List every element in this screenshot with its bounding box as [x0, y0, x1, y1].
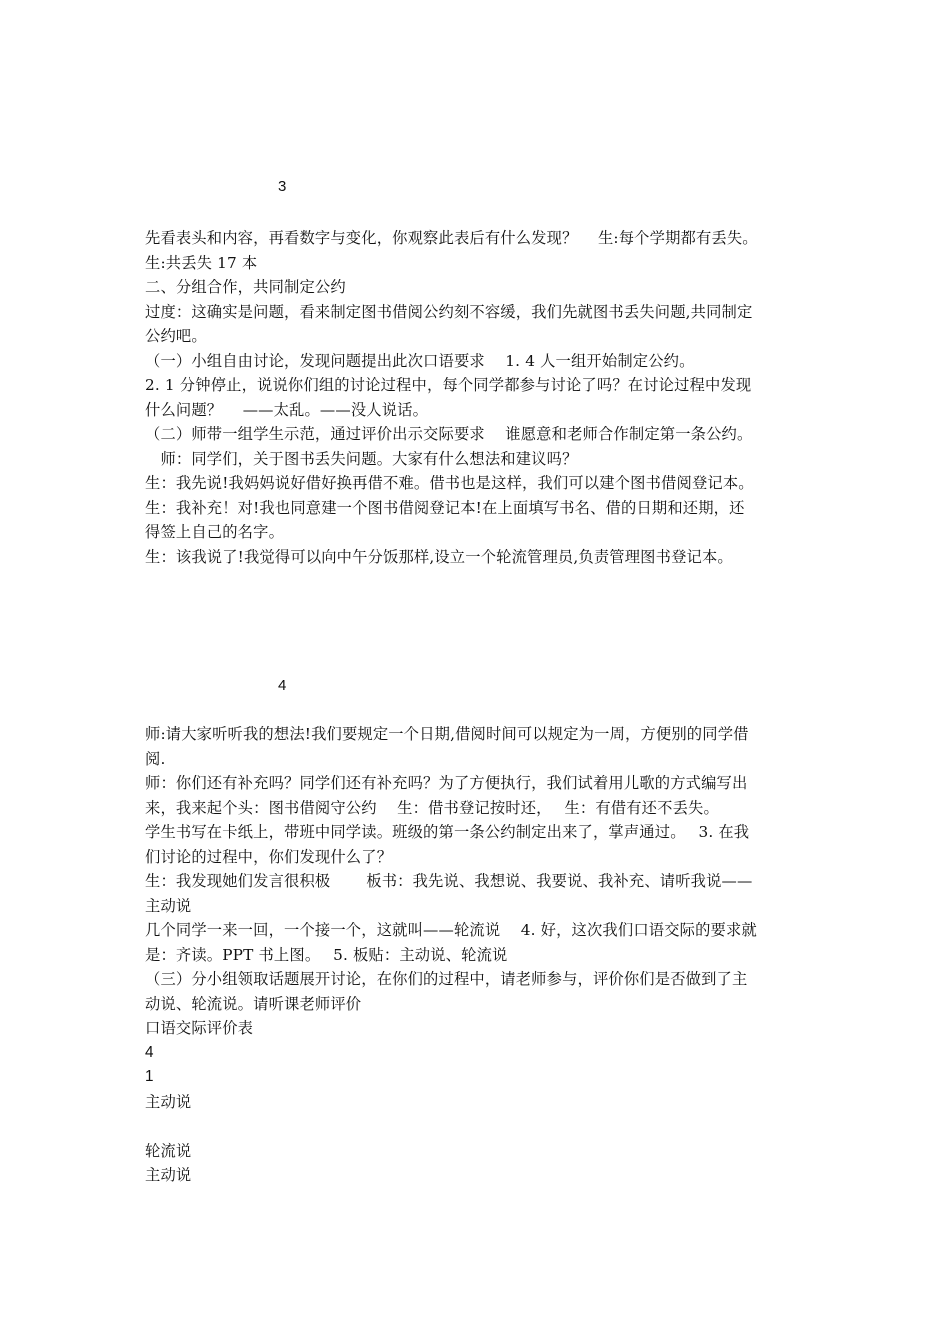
paragraph-line: 师:请大家听听我的想法!我们要规定一个日期,借阅时间可以规定为一周，方便别的同学借 [145, 725, 749, 743]
paragraph-line: 什么问题？ ——太乱。——没人说话。 [145, 400, 429, 419]
paragraph-line: 生：该我说了!我觉得可以向中午分饭那样,设立一个轮流管理员,负责管理图书登记本。 [145, 547, 733, 566]
paragraph-line: 主动说 [145, 896, 192, 915]
paragraph-line: 动说、轮流说。请听课老师评价 [145, 994, 362, 1013]
paragraph-line: 生：我先说!我妈妈说好借好换再借不难。借书也是这样，我们可以建个图书借阅登记本。 [145, 474, 754, 492]
paragraph-line: 得签上自己的名字。 [145, 523, 285, 541]
paragraph-line: 生：我发现她们发言很积极 板书：我先说、我想说、我要说、我补充、请听我说—— [145, 872, 753, 890]
paragraph-line: 师：同学们，关于图书丢失问题。大家有什么想法和建议吗？ [145, 449, 578, 468]
blank-line [145, 1114, 810, 1139]
paragraph-line: 师：你们还有补充吗？同学们还有补充吗？为了方便执行，我们试着用儿歌的方式编写出 [145, 774, 748, 792]
paragraph-line: 先看表头和内容，再看数字与变化，你观察此表后有什么发现？ 生:每个学期都有丢失。 [145, 229, 758, 247]
page-number: 4 [278, 677, 287, 694]
paragraph-line: 是：齐读。PPT 书上图。 5. 板贴：主动说、轮流说 [145, 945, 508, 964]
table-cell: 轮流说 [145, 1141, 192, 1160]
paragraph-line: （一）小组自由讨论，发现问题提出此次口语要求 1. 4 人一组开始制定公约。 [145, 351, 695, 370]
paragraph-line: 公约吧。 [145, 327, 207, 345]
paragraph-line: （三）分小组领取话题展开讨论，在你们的过程中，请老师参与，评价你们是否做到了主 [145, 970, 748, 988]
paragraph-line: 们讨论的过程中，你们发现什么了？ [145, 847, 393, 866]
text-block-2 [145, 722, 810, 1188]
table-cell: 1 [145, 1068, 154, 1085]
paragraph-line: 2. 1 分钟停止，说说你们组的讨论过程中，每个同学都参与讨论了吗？在讨论过程中发现 [145, 376, 752, 394]
table-cell: 主动说 [145, 1166, 192, 1184]
paragraph-line: （二）师带一组学生示范，通过评价出示交际要求 谁愿意和老师合作制定第一条公约。 [145, 425, 753, 443]
section-heading: 二、分组合作，共同制定公约 [145, 278, 346, 296]
paragraph-line: 过度：这确实是问题，看来制定图书借阅公约刻不容缓，我们先就图书丢失问题,共同制定 [145, 302, 753, 321]
paragraph-line: 来，我来起个头：图书借阅守公约 生：借书登记按时还， 生：有借有还不丢失。 [145, 798, 719, 817]
paragraph-line: 生:共丢失 17 本 [145, 253, 258, 272]
table-title: 口语交际评价表 [145, 1019, 254, 1037]
paragraph-line: 几个同学一来一回，一个接一个，这就叫——轮流说 4. 好，这次我们口语交际的要求就 [145, 921, 757, 939]
table-cell: 主动说 [145, 1092, 192, 1111]
paragraph-line: 阅. [145, 749, 166, 768]
paragraph-line: 学生书写在卡纸上，带班中同学读。班级的第一条公约制定出来了，掌声通过。 3. 在我 [145, 823, 750, 841]
page-number: 3 [278, 178, 287, 195]
paragraph-line: 生：我补充！对!我也同意建一个图书借阅登记本!在上面填写书名、借的日期和还期，还 [145, 498, 745, 517]
text-block-1 [145, 226, 810, 569]
table-cell: 4 [145, 1043, 154, 1061]
